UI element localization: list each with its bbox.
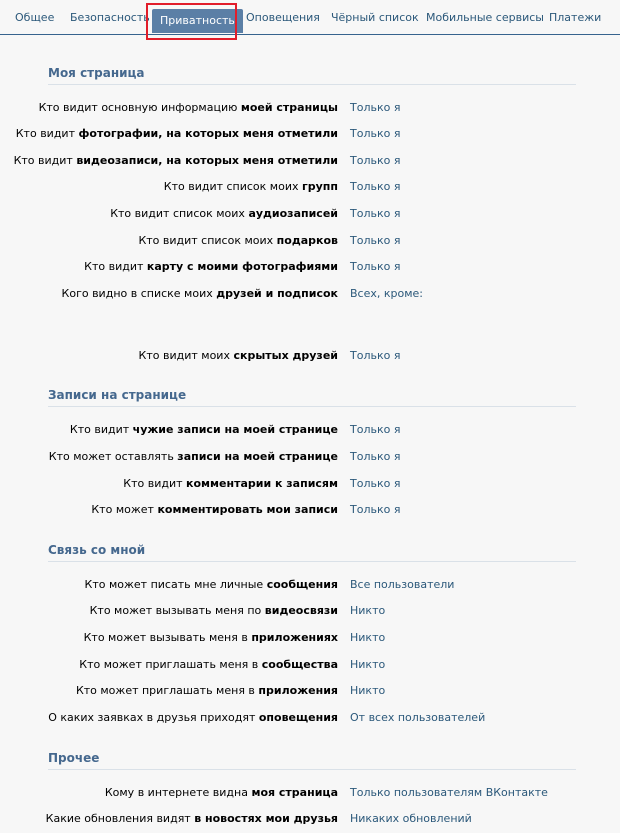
setting-value-community-invites[interactable]: Никто [350, 658, 386, 671]
setting-label-friend-request-notifications: О каких заявках в друзья приходят оповещения [48, 711, 338, 724]
setting-label-page-visibility: Кому в интернете видна моя страница [104, 786, 338, 799]
tab-privacy[interactable]: Приватность [152, 9, 243, 33]
tab-blacklist[interactable]: Чёрный список [331, 11, 419, 24]
setting-label-basic-info: Кто видит основную информацию моей страницы [38, 101, 338, 114]
setting-value-view-comments[interactable]: Только я [350, 477, 401, 490]
setting-label-hidden-friends: Кто видит моих скрытых друзей [138, 349, 338, 362]
setting-value-audio[interactable]: Только я [350, 207, 401, 220]
setting-value-friends-list[interactable]: Всех, кроме: [350, 287, 423, 300]
section-divider [48, 84, 576, 85]
setting-label-view-comments: Кто видит комментарии к записям [123, 477, 338, 490]
section-title-my-page: Моя страница [48, 66, 145, 80]
setting-value-friend-request-notifications[interactable]: От всех пользователей [350, 711, 486, 724]
section-title-wall-posts: Записи на странице [48, 388, 187, 402]
tab-payments[interactable]: Платежи [549, 11, 602, 24]
setting-label-app-invites: Кто может приглашать меня в приложения [75, 684, 338, 697]
tab-notifications[interactable]: Оповещения [246, 11, 320, 24]
section-divider [48, 769, 576, 770]
setting-value-comment-posts[interactable]: Только я [350, 503, 401, 516]
setting-label-others-posts: Кто видит чужие записи на моей странице [69, 423, 338, 436]
setting-label-video-calls: Кто может вызывать меня по видеосвязи [89, 604, 338, 617]
section-divider [48, 561, 576, 562]
setting-value-news-updates[interactable]: Никаких обновлений [350, 812, 472, 825]
setting-value-video-calls[interactable]: Никто [350, 604, 386, 617]
setting-label-comment-posts: Кто может комментировать мои записи [91, 503, 338, 516]
setting-label-tagged-videos: Кто видит видеозаписи, на которых меня отметили [13, 154, 338, 167]
setting-label-leave-posts: Кто может оставлять записи на моей странице [48, 450, 338, 463]
setting-label-groups: Кто видит список моих групп [163, 180, 338, 193]
setting-value-leave-posts[interactable]: Только я [350, 450, 401, 463]
setting-value-groups[interactable]: Только я [350, 180, 401, 193]
setting-label-gifts: Кто видит список моих подарков [138, 234, 338, 247]
setting-label-photo-map: Кто видит карту с моими фотографиями [84, 260, 338, 273]
section-divider [48, 406, 576, 407]
setting-label-news-updates: Какие обновления видят в новостях мои друзья [45, 812, 338, 825]
setting-label-tagged-photos: Кто видит фотографии, на которых меня отметили [15, 127, 338, 140]
section-title-contact: Связь со мной [48, 543, 146, 557]
setting-label-messages: Кто может писать мне личные сообщения [84, 578, 338, 591]
section-title-other: Прочее [48, 751, 100, 765]
setting-label-audio: Кто видит список моих аудиозаписей [110, 207, 338, 220]
setting-value-basic-info[interactable]: Только я [350, 101, 401, 114]
setting-value-app-invites[interactable]: Никто [350, 684, 386, 697]
tab-general[interactable]: Общее [15, 11, 55, 24]
setting-label-app-calls: Кто может вызывать меня в приложениях [83, 631, 338, 644]
setting-label-community-invites: Кто может приглашать меня в сообщества [79, 658, 338, 671]
setting-value-app-calls[interactable]: Никто [350, 631, 386, 644]
setting-value-tagged-photos[interactable]: Только я [350, 127, 401, 140]
setting-value-hidden-friends[interactable]: Только я [350, 349, 401, 362]
settings-tabs [0, 0, 620, 35]
setting-value-page-visibility[interactable]: Только пользователям ВКонтакте [350, 786, 548, 799]
tab-security[interactable]: Безопасность [70, 11, 150, 24]
setting-value-others-posts[interactable]: Только я [350, 423, 401, 436]
setting-value-photo-map[interactable]: Только я [350, 260, 401, 273]
tab-mobile-services[interactable]: Мобильные сервисы [426, 11, 544, 24]
setting-value-tagged-videos[interactable]: Только я [350, 154, 401, 167]
setting-value-gifts[interactable]: Только я [350, 234, 401, 247]
setting-label-friends-list: Кого видно в списке моих друзей и подписок [61, 287, 338, 300]
setting-value-messages[interactable]: Все пользователи [350, 578, 455, 591]
